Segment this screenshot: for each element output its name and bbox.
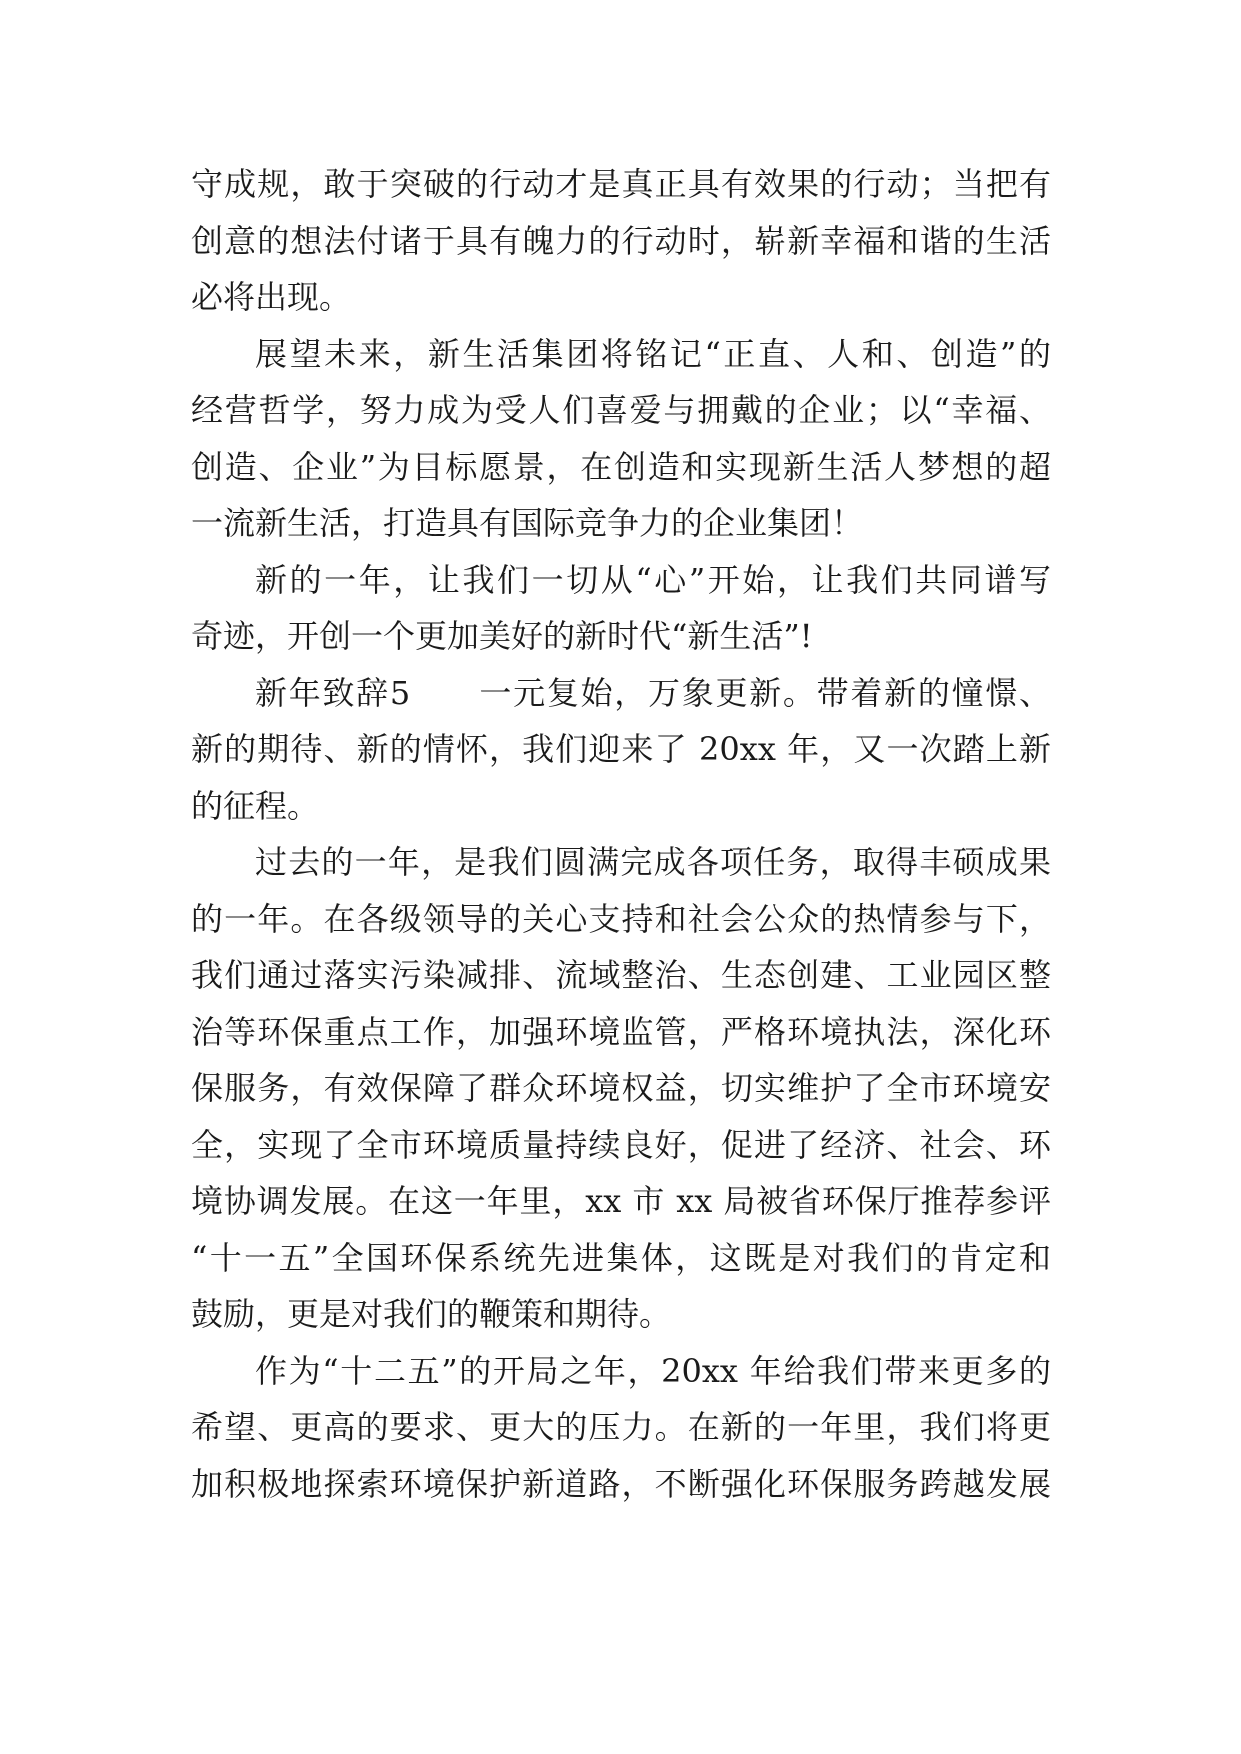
text-line: 的一年。在各级领导的关心支持和社会公众的热情参与下， xyxy=(191,899,1051,938)
text-line: 加积极地探索环境保护新道路，不断强化环保服务跨越发展 xyxy=(191,1464,1051,1503)
text-line: 全，实现了全市环境质量持续良好，促进了经济、社会、环 xyxy=(191,1125,1051,1164)
text-line: 过去的一年，是我们圆满完成各项任务，取得丰硕成果 xyxy=(255,843,1051,881)
text-line: 展望未来，新生活集团将铭记“正直、人和、创造”的 xyxy=(255,334,1051,373)
text-line: 经营哲学，努力成为受人们喜爱与拥戴的企业；以“幸福、 xyxy=(191,391,1051,429)
text-line: “十一五”全国环保系统先进集体，这既是对我们的肯定和 xyxy=(191,1238,1051,1277)
text-line: 保服务，有效保障了群众环境权益，切实维护了全市环境安 xyxy=(191,1069,1051,1107)
text-line: 境协调发展。在这一年里，xx 市 xx 局被省环保厅推荐参评 xyxy=(191,1182,1051,1220)
text-line: 必将出现。 xyxy=(191,278,352,316)
text-line: 奇迹，开创一个更加美好的新时代“新生活”! xyxy=(191,617,813,655)
text-line: 鼓励，更是对我们的鞭策和期待。 xyxy=(191,1295,672,1333)
text-line: 治等环保重点工作，加强环境监管，严格环境执法，深化环 xyxy=(191,1012,1051,1051)
text-line: 新的期待、新的情怀，我们迎来了 20xx 年，又一次踏上新 xyxy=(191,730,1051,768)
text-line: 创意的想法付诸于具有魄力的行动时，崭新幸福和谐的生活 xyxy=(191,221,1051,260)
text-line: 作为“十二五”的开局之年，20xx 年给我们带来更多的 xyxy=(255,1351,1051,1390)
text-line: 我们通过落实污染减排、流域整治、生态创建、工业园区整 xyxy=(191,956,1051,994)
text-line: 新的一年，让我们一切从“心”开始，让我们共同谱写 xyxy=(255,560,1051,599)
text-line: 创造、企业”为目标愿景，在创造和实现新生活人梦想的超 xyxy=(191,447,1051,486)
text-line: 守成规，敢于突破的行动才是真正具有效果的行动；当把有 xyxy=(191,165,1051,203)
text-line: 一流新生活，打造具有国际竞争力的企业集团！ xyxy=(191,504,864,542)
document-body xyxy=(191,156,1051,1512)
text-line: 新年致辞5 一元复始，万象更新。带着新的憧憬、 xyxy=(255,673,1051,712)
text-line: 希望、更高的要求、更大的压力。在新的一年里，我们将更 xyxy=(191,1408,1051,1446)
text-line: 的征程。 xyxy=(191,786,320,825)
